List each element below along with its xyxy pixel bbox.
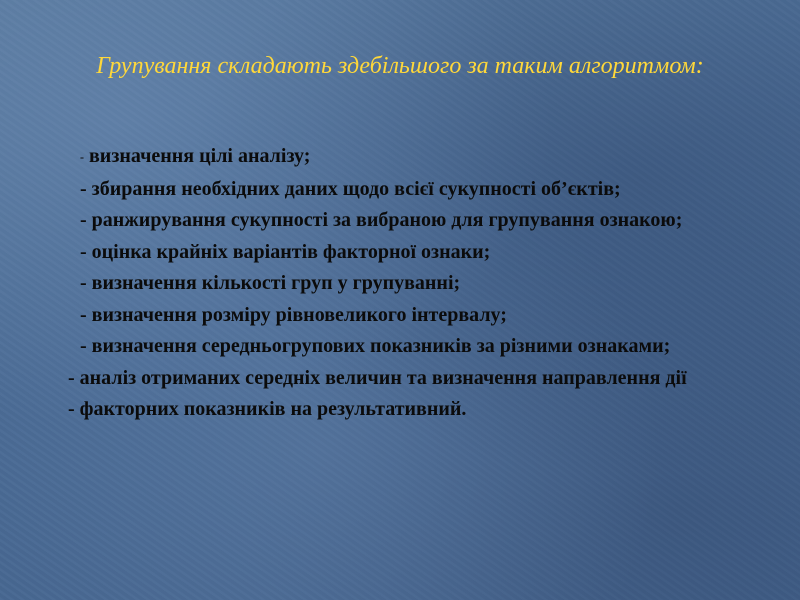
list-item: - збирання необхідних даних щодо всієї сукупності об’єктів; bbox=[80, 177, 621, 200]
list-item bbox=[60, 141, 740, 174]
list-item: - оцінка крайніх варіантів факторної ознаки; bbox=[80, 240, 491, 263]
slide-body-list bbox=[60, 141, 740, 426]
list-item: - визначення кількості груп у групуванні; bbox=[80, 272, 461, 294]
slide-title: Групування складають здебільшого за таким алгоритмом: bbox=[96, 53, 704, 79]
list-item-text: визначення цілі аналізу; bbox=[84, 145, 311, 167]
list-item: - факторних показників на результативний. bbox=[68, 398, 467, 420]
list-item-dash: - bbox=[80, 150, 84, 164]
list-item: - визначення розміру рівновеликого інтервалу; bbox=[80, 303, 507, 326]
list-item: - аналіз отриманих середніх величин та визначення направлення дії bbox=[68, 366, 687, 389]
list-item: - визначення середньогрупових показників за різними ознаками; bbox=[80, 335, 671, 357]
list-item: - ранжирування сукупності за вибраною для групування ознакою; bbox=[80, 209, 683, 231]
